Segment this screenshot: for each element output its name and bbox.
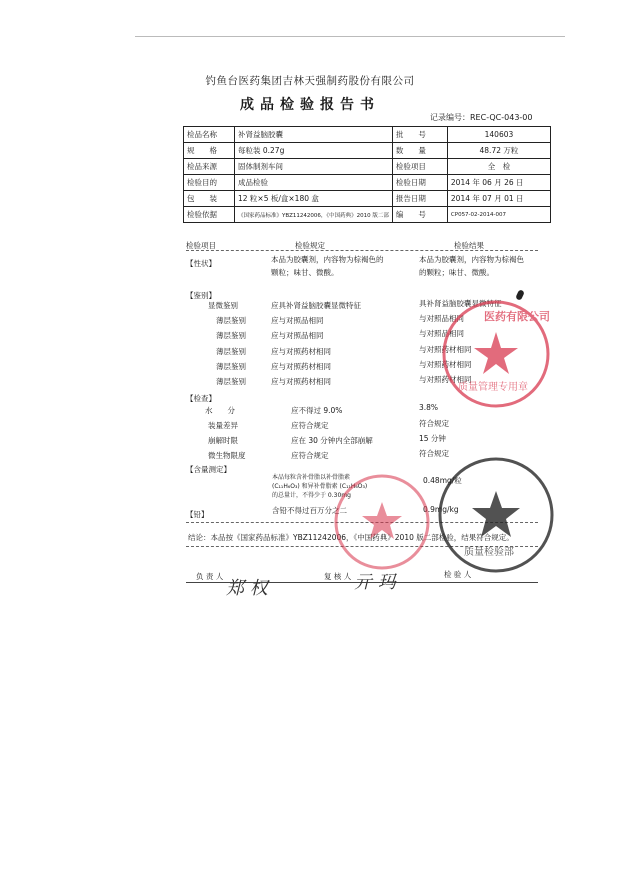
company-name: 钓鱼台医药集团吉林天强制药股份有限公司	[205, 75, 415, 87]
insp-spec-1: 应不得过 9.0%	[291, 406, 343, 415]
purpose-value: 成品检验	[235, 175, 393, 191]
basis-label: 检验依据	[184, 207, 235, 223]
ident-result-6: 与对照药材相同	[419, 375, 472, 384]
info-table	[183, 126, 551, 223]
report-date-value: 2014 年 07 月 01 日	[447, 191, 550, 207]
assay-spec-line2: (C₁₁H₆O₃) 和异补骨脂素 (C₁₁H₆O₃)	[272, 483, 368, 490]
insp-name-3: 崩解时限	[208, 436, 238, 445]
ident-spec-3: 应与对照品相同	[271, 331, 324, 340]
number-label: 编 号	[392, 207, 447, 223]
identification-section: 【鉴别】	[186, 291, 216, 300]
insp-result-4: 符合规定	[419, 449, 449, 458]
spec-label: 规 格	[184, 143, 235, 159]
purpose-label: 检验目的	[184, 175, 235, 191]
assay-result: 0.48mg/粒	[423, 476, 462, 485]
report-date-label: 报告日期	[392, 191, 447, 207]
ident-spec-4: 应与对照药材相同	[271, 347, 331, 356]
assay-spec-line1: 本品每粒含补骨脂以补骨脂素	[272, 474, 351, 481]
inspector-label: 检 验 人	[444, 570, 472, 579]
responsible-signature: 郑 权	[226, 578, 268, 599]
reviewer-label: 复 核 人	[324, 572, 352, 581]
record-number: 记录编号：REC-QC-043-00	[430, 113, 533, 122]
qa-seal-text: 质量管理专用章	[458, 382, 528, 393]
assay-section: 【含量测定】	[186, 465, 231, 474]
source-value: 固体制剂车间	[235, 159, 393, 175]
ident-name-4: 薄层鉴别	[216, 347, 246, 356]
source-label: 检品来源	[184, 159, 235, 175]
character-section: 【性状】	[186, 259, 216, 268]
character-result-line2: 的颗粒；味甘、微酸。	[419, 268, 494, 277]
inspection-seal	[436, 455, 556, 575]
ident-spec-2: 应与对照品相同	[271, 316, 324, 325]
ident-result-5: 与对照药材相同	[419, 360, 472, 369]
quantity-label: 数 量	[392, 143, 447, 159]
ident-name-6: 薄层鉴别	[216, 377, 246, 386]
reviewer-signature: 亓 玛	[354, 572, 396, 593]
packaging-label: 包 装	[184, 191, 235, 207]
dept-seal-text: 质量检验部	[464, 547, 514, 558]
insp-spec-2: 应符合规定	[291, 421, 329, 430]
test-date-value: 2014 年 06 月 26 日	[447, 175, 550, 191]
insp-spec-4: 应符合规定	[291, 451, 329, 460]
responsible-label: 负 责 人	[196, 572, 224, 581]
product-name-value: 补肾益脑胶囊	[235, 127, 393, 143]
lead-result: 0.9mg/kg	[423, 505, 459, 514]
ident-name-1: 显微鉴别	[208, 301, 238, 310]
ident-result-2: 与对照品相同	[419, 314, 464, 323]
quantity-value: 48.72 万粒	[447, 143, 550, 159]
insp-result-3: 15 分钟	[419, 434, 446, 443]
number-value: CP057-02-2014-007	[447, 207, 550, 223]
header-rule	[186, 250, 538, 251]
red-lower-seal	[332, 472, 432, 572]
ident-result-1: 具补肾益脑胶囊显微特征	[419, 299, 502, 308]
insp-name-2: 装量差异	[208, 421, 238, 430]
ident-result-4: 与对照药材相同	[419, 345, 472, 354]
col-item-header: 检验项目	[186, 241, 216, 250]
ident-spec-6: 应与对照药材相同	[271, 377, 331, 386]
ident-spec-1: 应具补肾益脑胶囊显微特征	[271, 301, 361, 310]
batch-label: 批 号	[392, 127, 447, 143]
batch-value: 140603	[447, 127, 550, 143]
company-seal	[440, 298, 552, 410]
spec-value: 每粒装 0.27g	[235, 143, 393, 159]
insp-result-1: 3.8%	[419, 403, 439, 412]
character-spec-line2: 颗粒；味甘、微酸。	[271, 268, 339, 277]
page-title: 成品检验报告书	[240, 97, 380, 113]
ident-name-5: 薄层鉴别	[216, 362, 246, 371]
col-result-header: 检验结果	[454, 241, 484, 250]
packaging-value: 12 粒×5 板/盒×180 盒	[235, 191, 393, 207]
inspection-section: 【检查】	[186, 394, 216, 403]
character-spec-line1: 本品为胶囊剂，内容物为棕褐色的	[271, 255, 384, 264]
insp-spec-3: 应在 30 分钟内全部崩解	[291, 436, 373, 445]
test-date-label: 检验日期	[392, 175, 447, 191]
character-result-line1: 本品为胶囊剂，内容物为棕褐色	[419, 255, 524, 264]
insp-name-4: 微生物限度	[208, 451, 246, 460]
company-seal-text: 医药有限公司	[484, 310, 550, 323]
ident-name-2: 薄层鉴别	[216, 316, 246, 325]
insp-name-1: 水 分	[205, 406, 235, 415]
insp-result-2: 符合规定	[419, 419, 449, 428]
ident-spec-5: 应与对照药材相同	[271, 362, 331, 371]
product-name-label: 检品名称	[184, 127, 235, 143]
basis-value: 《国家药品标准》YBZ11242006，《中国药典》2010 版二部	[235, 207, 393, 223]
lead-spec: 含铅不得过百万分之二	[272, 506, 347, 515]
top-rule	[135, 36, 565, 37]
conclusion: 结论：本品按《国家药品标准》YBZ11242006，《中国药典》2010 版二部检验，结果符合规定。	[188, 533, 514, 542]
assay-spec-line3: 的总量计，不得少于 0.30mg	[272, 492, 351, 499]
col-spec-header: 检验规定	[295, 241, 325, 250]
items-label: 检验项目	[392, 159, 447, 175]
ident-result-3: 与对照品相同	[419, 329, 464, 338]
lead-section: 【铅】	[186, 510, 209, 519]
items-value: 全 检	[447, 159, 550, 175]
ident-name-3: 薄层鉴别	[216, 331, 246, 340]
